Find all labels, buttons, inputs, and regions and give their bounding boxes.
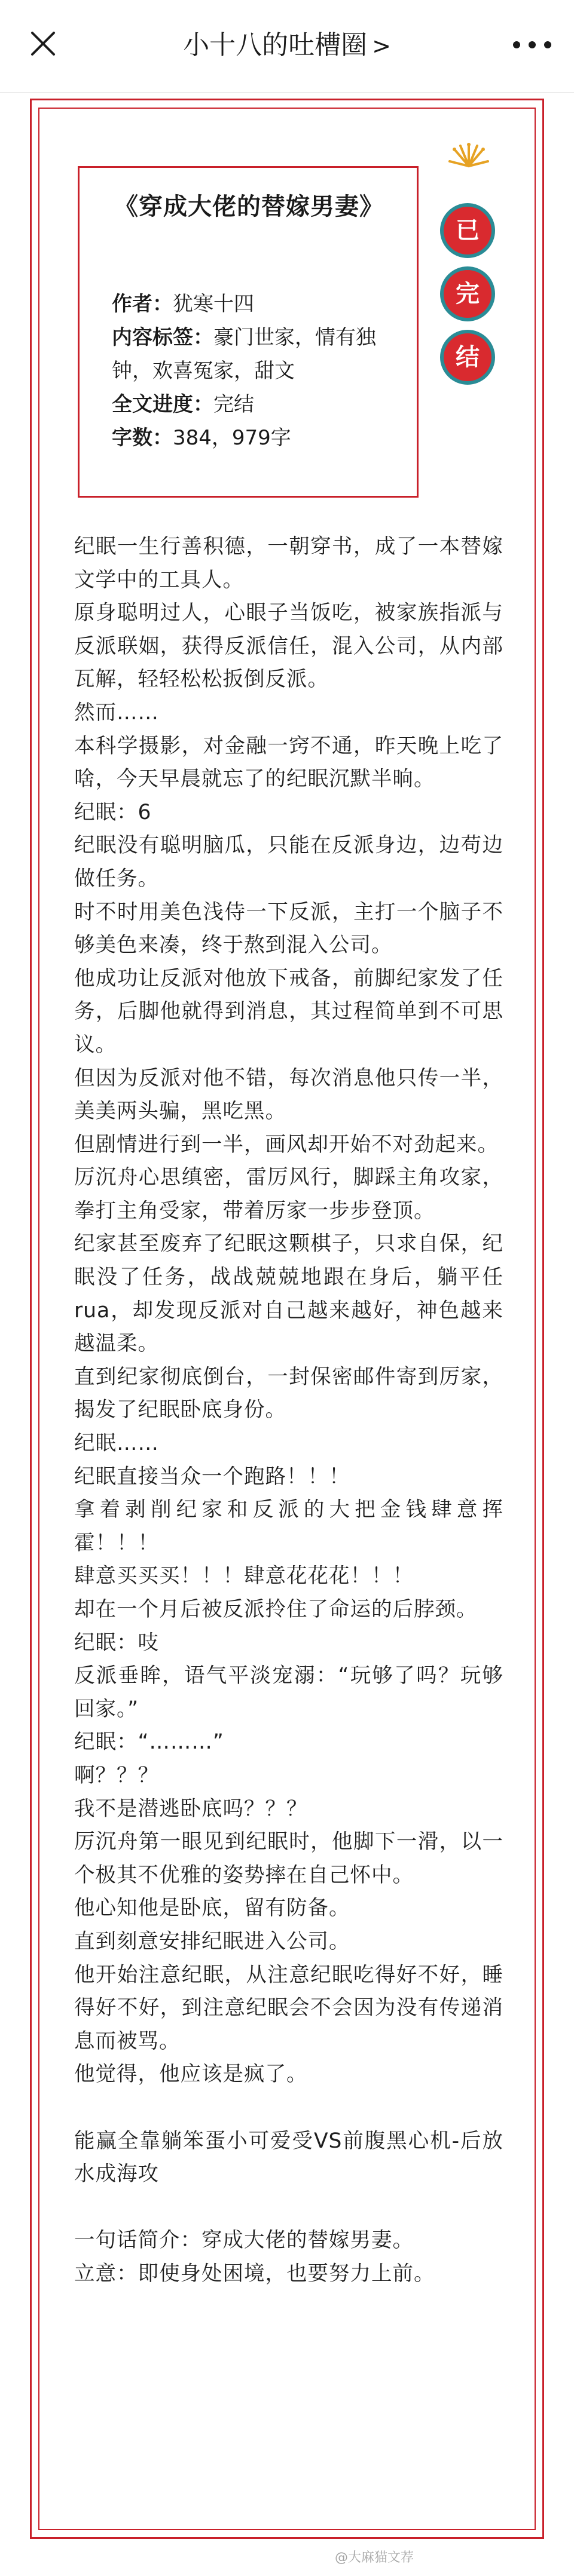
book-title: 《穿成大佬的替嫁男妻》: [114, 193, 384, 220]
author-row: [112, 287, 393, 321]
synopsis-paragraph: 我不是潜逃卧底吗？？？: [74, 1796, 308, 1821]
author-label: 作者：: [112, 292, 173, 316]
firework-icon: [445, 137, 493, 185]
close-button[interactable]: [26, 27, 60, 60]
synopsis-paragraph: 纪眠：“………”: [74, 1730, 224, 1755]
more-button[interactable]: [508, 30, 556, 60]
synopsis-paragraph: 本科学摄影，对金融一窍不通，昨天晚上吃了啥，今天早晨就忘了的纪眠沉默半晌。: [74, 734, 503, 792]
watermark: @大麻猫文荐: [335, 2550, 414, 2565]
synopsis-paragraph: 厉沉舟第一眼见到纪眠时，他脚下一滑，以一个极其不优雅的姿势摔在自己怀中。: [74, 1830, 503, 1887]
synopsis-paragraph: 厉沉舟心思缜密，雷厉风行，脚踩主角攻家，拳打主角受家，带着厉家一步步登顶。: [74, 1166, 503, 1223]
nav-title-link[interactable]: [108, 27, 466, 64]
synopsis-paragraph: 纪眠：6: [74, 800, 152, 824]
badge-completed-2: 完: [440, 266, 495, 321]
synopsis-paragraph: 他开始注意纪眠，从注意纪眠吃得好不好，睡得好不好，到注意纪眠会不会因为没有传递消息而被骂。: [74, 1962, 503, 2053]
synopsis-paragraph: 肆意买买买！！！肆意花花花！！！: [74, 1564, 414, 1588]
synopsis-paragraph: 但剧情进行到一半，画风却开始不对劲起来。: [74, 1132, 499, 1157]
badge-completed-1: 已: [440, 203, 495, 258]
theme-statement: 立意：即使身处困境，也要努力上前。: [74, 2261, 435, 2286]
progress-row: [112, 388, 393, 421]
book-meta: [112, 287, 393, 455]
synopsis-paragraph: 他心知他是卧底，留有防备。: [74, 1896, 350, 1921]
synopsis-paragraph: 纪家甚至废弃了纪眠这颗棋子，只求自保，纪眠没了任务，战战兢兢地跟在身后，躺平任rua，却发现反派对自己越来越好，神色越来越温柔。: [74, 1232, 503, 1356]
synopsis-paragraph: 他觉得，他应该是疯了。: [74, 2062, 308, 2087]
synopsis-paragraph: 然而……: [74, 700, 159, 725]
synopsis-paragraph: 直到刻意安排纪眠进入公司。: [74, 1929, 350, 1954]
chevron-right-icon: >: [372, 33, 391, 59]
top-nav-bar: [0, 0, 574, 93]
synopsis-paragraph: 他成功让反派对他放下戒备，前脚纪家发了任务，后脚他就得到消息，其过程简单到不可思议。: [74, 966, 503, 1057]
synopsis-paragraph: 纪眠没有聪明脑瓜，只能在反派身边，边苟边做任务。: [74, 833, 503, 891]
progress-label: 全文进度：: [112, 392, 213, 416]
progress-value: 完结: [213, 392, 254, 416]
synopsis-paragraph: 拿着剥削纪家和反派的大把金钱肆意挥霍！！！: [74, 1498, 503, 1555]
spacer: [74, 2092, 503, 2125]
synopsis-paragraph: 纪眠：吱: [74, 1630, 159, 1655]
book-info-box: [78, 166, 419, 498]
synopsis-paragraph: 反派垂眸，语气平淡宠溺：“玩够了吗？玩够回家。”: [74, 1664, 503, 1721]
author-value: 犹寒十四: [173, 292, 254, 316]
synopsis-paragraph: 纪眠直接当众一个跑路！！！: [74, 1464, 350, 1489]
close-icon: [26, 27, 60, 60]
synopsis-paragraph: 啊？？？: [74, 1763, 159, 1787]
synopsis-paragraph: 原身聪明过人，心眼子当饭吃，被家族指派与反派联姻，获得反派信任，混入公司，从内部瓦解，轻轻松松扳倒反派。: [74, 601, 503, 692]
badge-completed-3: 结: [440, 330, 495, 385]
synopsis-paragraph: 纪眠……: [74, 1431, 159, 1456]
words-value: 384，979字: [173, 426, 291, 450]
nav-title: 小十八的吐槽圈: [183, 30, 368, 60]
synopsis-paragraph: 时不时用美色浅侍一下反派，主打一个脑子不够美色来凑，终于熬到混入公司。: [74, 900, 503, 958]
synopsis-paragraph: 纪眠一生行善积德，一朝穿书，成了一本替嫁文学中的工具人。: [74, 535, 503, 592]
synopsis-paragraph: 但因为反派对他不错，每次消息他只传一半，美美两头骗，黑吃黑。: [74, 1066, 503, 1124]
tags-label: 内容标签：: [112, 326, 213, 349]
synopsis-text: [74, 530, 503, 2290]
more-dots-icon: [508, 30, 556, 60]
tags-value: 豪门世家，情有独钟，欢喜冤家，甜文: [112, 326, 376, 383]
synopsis-paragraph: 却在一个月后被反派拎住了命运的后脖颈。: [74, 1597, 478, 1621]
words-row: [112, 421, 393, 455]
one-line-summary: 一句话简介：穿成大佬的替嫁男妻。: [74, 2228, 414, 2253]
tagline: 能赢全靠躺笨蛋小可爱受VS前腹黑心机-后放水成海攻: [74, 2129, 503, 2186]
words-label: 字数：: [112, 426, 173, 450]
tags-row: [112, 321, 393, 388]
spacer: [74, 2191, 503, 2225]
synopsis-paragraph: 直到纪家彻底倒台，一封保密邮件寄到厉家，揭发了纪眠卧底身份。: [74, 1364, 503, 1422]
